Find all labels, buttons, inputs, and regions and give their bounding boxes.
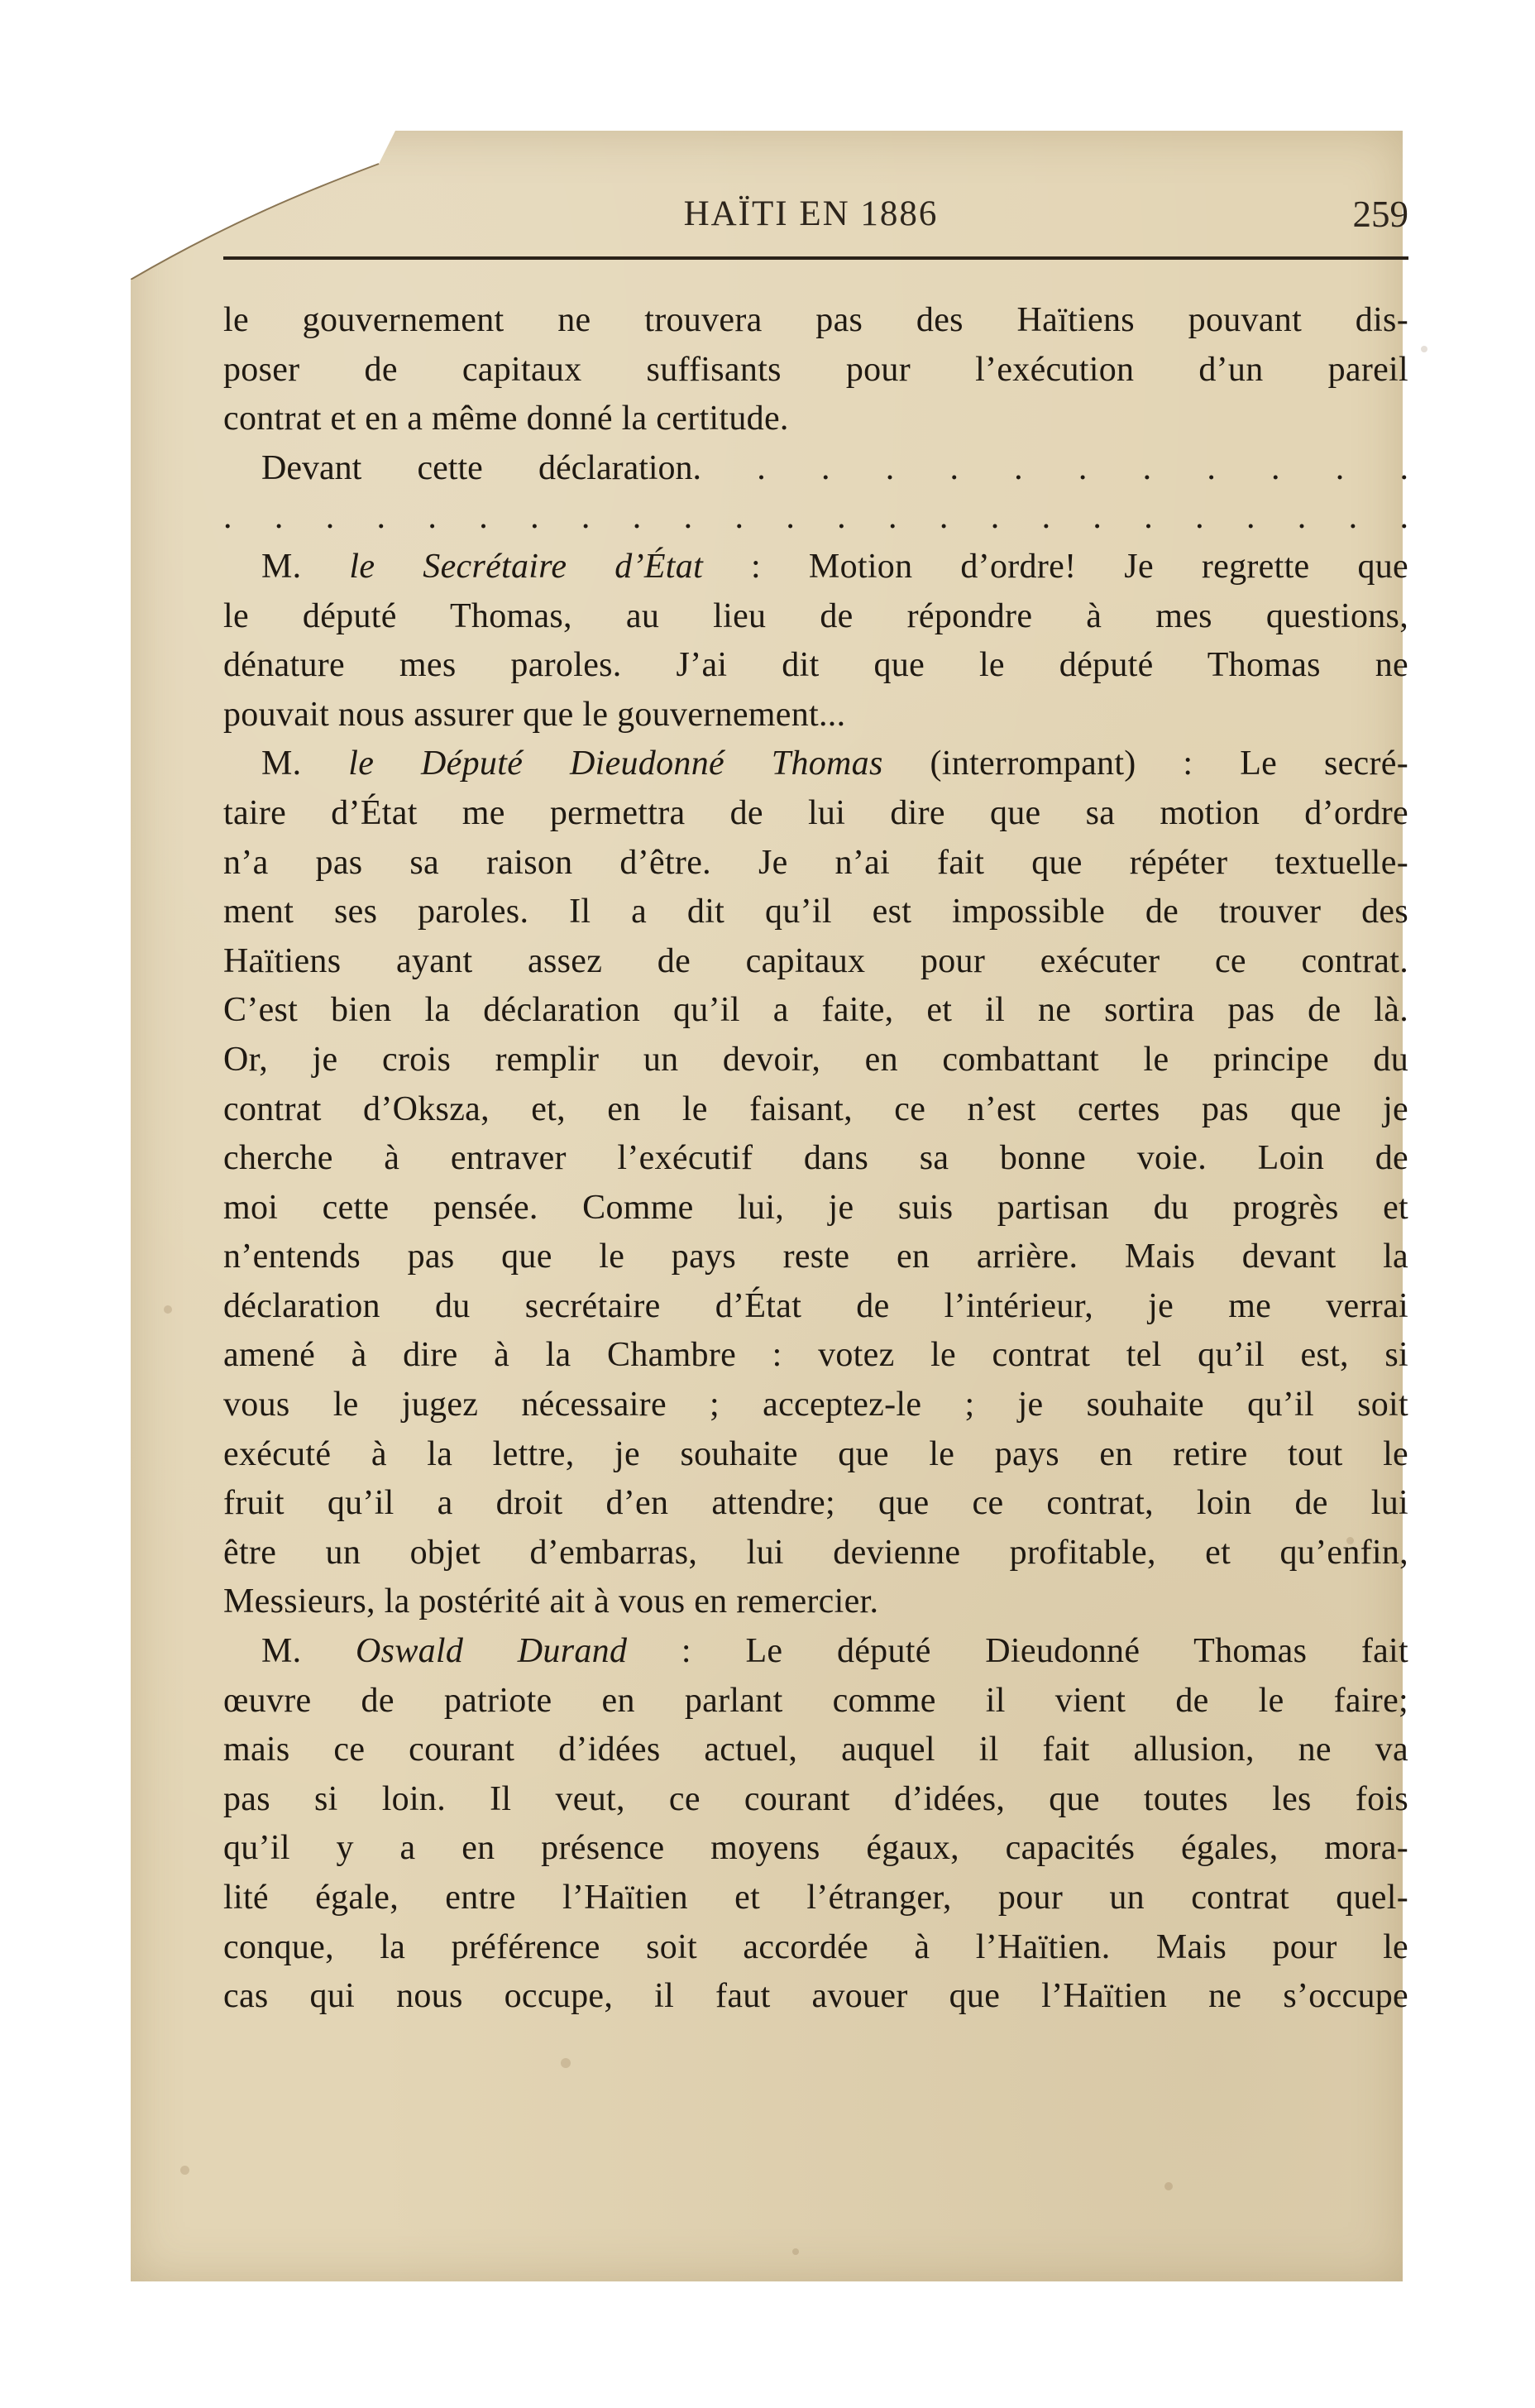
text-line: cherche à entraver l’exécutif dans sa bonne voie. Loin de <box>223 1139 1408 1178</box>
text-line: n’entends pas que le pays reste en arrière. Mais devant la <box>223 1238 1408 1276</box>
text-line: œuvre de patriote en parlant comme il vient de le faire; <box>223 1681 1408 1720</box>
text-line: le gouvernement ne trouvera pas des Haïtiens pouvant dis- <box>223 301 1408 339</box>
speaker-line <box>223 740 1408 789</box>
text-line: déclaration du secrétaire d’État de l’intérieur, je me verrai <box>223 1286 1408 1325</box>
text-line: amené à dire à la Chambre : votez le contrat tel qu’il est, si <box>223 1336 1408 1375</box>
text-line: Or, je crois remplir un devoir, en combattant le principe du <box>223 1040 1408 1079</box>
text-line: le député Thomas, au lieu de répondre à mes questions, <box>223 596 1408 635</box>
speaker-prefix: M. <box>261 1632 356 1671</box>
paper-speck <box>561 2058 571 2068</box>
speaker-line <box>223 543 1408 592</box>
text-line: mais ce courant d’idées actuel, auquel il fait allusion, ne va <box>223 1731 1408 1769</box>
text-line: fruit qu’il a droit d’en attendre; que ce contrat, loin de lui <box>223 1484 1408 1523</box>
speaker-name: le Député Dieudonné Thomas <box>348 744 883 783</box>
text-line: poser de capitaux suffisants pour l’exécution d’un pareil <box>223 350 1408 389</box>
text-line: pas si loin. Il veut, ce courant d’idées, que toutes les fois <box>223 1779 1408 1818</box>
book-page <box>131 131 1408 2281</box>
paper-speck <box>1346 1537 1354 1544</box>
text-line: contrat et en a même donné la certitude. <box>223 400 789 438</box>
text-line: pouvait nous assurer que le gouvernement... <box>223 695 846 734</box>
text-line: vous le jugez nécessaire ; acceptez-le ; je souhaite qu’il soit <box>223 1386 1408 1424</box>
speaker-prefix: M. <box>261 744 349 783</box>
text-line: ment ses paroles. Il a dit qu’il est impossible de trouver des <box>223 893 1408 931</box>
paper-speck <box>180 2166 189 2175</box>
text-line: conque, la préférence soit accordée à l’Haïtien. Mais pour le <box>223 1927 1408 1966</box>
text-line: dénature mes paroles. J’ai dit que le député Thomas ne <box>223 646 1408 685</box>
speaker-line <box>223 1627 1408 1677</box>
speech-text: (interrompant) : Le secré- <box>882 744 1408 783</box>
text-line: taire d’État me permettra de lui dire que sa motion d’ordre <box>223 793 1408 832</box>
text-line: exécuté à la lettre, je souhaite que le pays en retire tout le <box>223 1434 1408 1473</box>
text-line: cas qui nous occupe, il faut avouer que l’Haïtien ne s’occupe <box>223 1977 1408 2016</box>
speech-text: : Le député Dieudonné Thomas fait <box>627 1632 1408 1671</box>
text-line: moi cette pensée. Comme lui, je suis partisan du progrès et <box>223 1188 1408 1227</box>
paper-speck <box>1421 346 1427 352</box>
text-line: n’a pas sa raison d’être. Je n’ai fait que répéter textuelle- <box>223 843 1408 882</box>
text-line: Messieurs, la postérité ait à vous en remercier. <box>223 1582 879 1621</box>
text-line: C’est bien la déclaration qu’il a faite, et il ne sortira pas de là. <box>223 991 1408 1030</box>
paper-speck <box>792 2248 799 2255</box>
speaker-name: le Secrétaire d’État <box>349 547 704 586</box>
text-line: lité égale, entre l’Haïtien et l’étranger, pour un contrat quel- <box>223 1879 1408 1917</box>
paper-speck <box>1164 2182 1173 2190</box>
body-text <box>223 296 1408 2022</box>
text-line: Devant cette déclaration. . . . . . . . . . . . <box>261 448 1408 487</box>
paper-speck <box>164 1305 172 1314</box>
speech-text: : Motion d’ordre! Je regrette que <box>703 547 1408 586</box>
ellipsis-line: . . . . . . . . . . . . . . . . . . . . . . . . <box>223 498 1408 537</box>
speaker-name: Oswald Durand <box>356 1632 628 1671</box>
running-header <box>213 185 1408 243</box>
text-line: qu’il y a en présence moyens égaux, capacités égales, mora- <box>223 1829 1408 1868</box>
page-number: 259 <box>1352 194 1408 235</box>
running-title: HAÏTI EN 1886 <box>683 194 939 233</box>
text-line: Haïtiens ayant assez de capitaux pour exécuter ce contrat. <box>223 941 1408 980</box>
text-line: être un objet d’embarras, lui devienne profitable, et qu’enfin, <box>223 1533 1408 1572</box>
speaker-prefix: M. <box>261 547 350 586</box>
header-rule <box>223 256 1408 260</box>
text-line: contrat d’Oksza, et, en le faisant, ce n’est certes pas que je <box>223 1089 1408 1128</box>
